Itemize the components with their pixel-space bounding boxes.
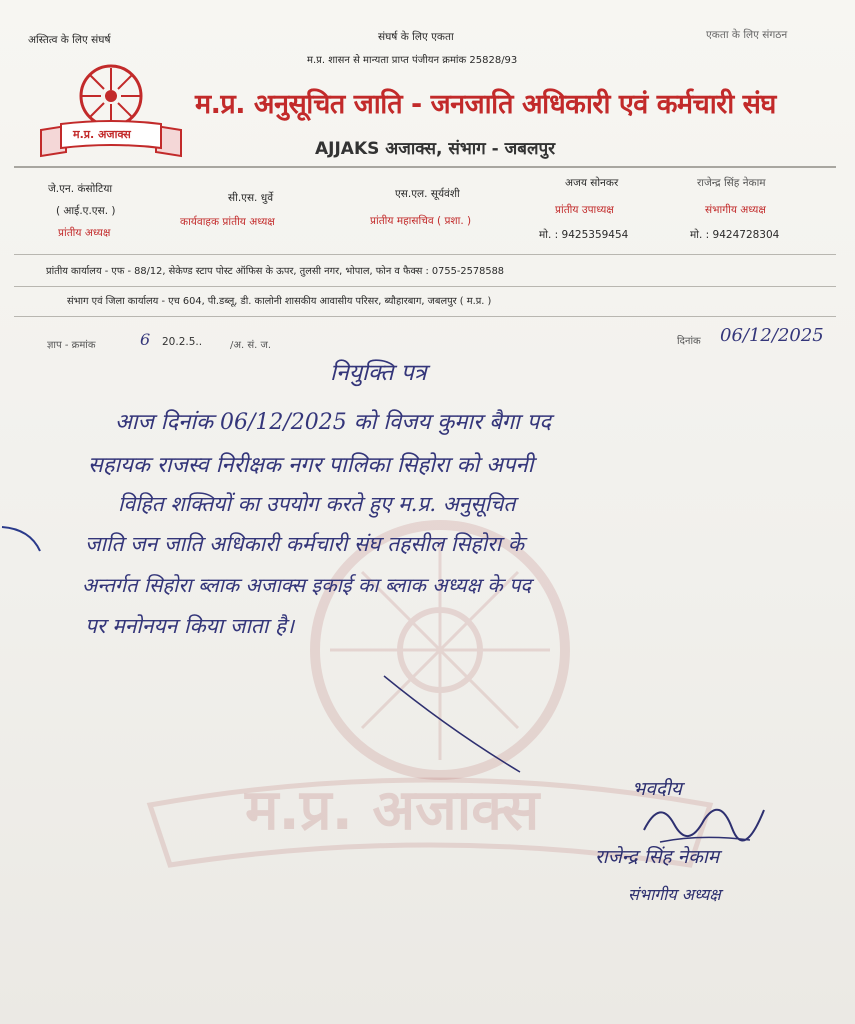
pen-mark-diagonal	[380, 670, 530, 780]
reference-number: 6	[140, 330, 151, 349]
logo-ribbon-text: म.प्र. अजाक्स	[73, 128, 131, 141]
officer-3-title: प्रांतीय महासचिव ( प्रशा. )	[370, 215, 472, 227]
officer-5-name: राजेन्द्र सिंह नेकाम	[697, 177, 766, 189]
letter-line-3: विहित शक्तियों का उपयोग करते हुए म.प्र. अनुसूचित	[118, 492, 516, 516]
state-office-address: प्रांतीय कार्यालय - एफ - 88/12, सेकेण्ड स्टाप पोस्ट ऑफिस के ऊपर, तुलसी नगर, भोपाल, फोन व फैक्स : 0755-2578588	[46, 266, 505, 277]
watermark-text: म.प्र. अजाक्स	[245, 778, 540, 843]
organization-name: म.प्र. अनुसूचित जाति - जनजाति अधिकारी एवं कर्मचारी संघ	[195, 89, 776, 120]
reference-suffix: /अ. सं. ज.	[230, 340, 272, 351]
closing-word: भवदीय	[632, 778, 682, 800]
date-label: दिनांक	[677, 336, 701, 347]
officer-4-phone: मो. : 9425359454	[539, 229, 629, 241]
signatory-name: राजेन्द्र सिंह नेकाम	[595, 846, 720, 868]
letter-line-5: अन्तर्गत सिहोरा ब्लाक अजाक्स इकाई का ब्लाक अध्यक्ष के पद	[82, 573, 532, 597]
organization-subtitle: AJJAKS अजाक्स, संभाग - जबलपुर	[315, 139, 556, 159]
officer-2-title: कार्यवाहक प्रांतीय अध्यक्ष	[180, 216, 275, 228]
letter-line-6: पर मनोनयन किया जाता है।	[85, 614, 295, 638]
date-value: 06/12/2025	[720, 325, 824, 346]
motto-left: अस्तित्व के लिए संघर्ष	[28, 34, 111, 46]
officer-1-title: प्रांतीय अध्यक्ष	[58, 227, 111, 239]
divider-officers	[14, 254, 836, 255]
officer-5-title: संभागीय अध्यक्ष	[705, 204, 766, 216]
signature-scribble	[640, 790, 780, 850]
motto-right: एकता के लिए संगठन	[706, 29, 788, 41]
officer-4-title: प्रांतीय उपाध्यक्ष	[555, 204, 614, 216]
signatory-designation: संभागीय अध्यक्ष	[628, 885, 721, 904]
letter-line-1: आज दिनांक 06/12/2025 को विजय कुमार बैगा पद	[115, 410, 551, 435]
officer-1-name: जे.एन. कंसोटिया	[48, 183, 113, 195]
division-office-address: संभाग एवं जिला कार्यालय - एच 604, पी.डब्लू, डी. कालोनी शासकीय आवासीय परिसर, ब्यौहारबाग, जबलपुर ( म.प्र. )	[67, 296, 492, 307]
officer-5-phone: मो. : 9424728304	[690, 229, 780, 241]
reference-year: 20.2.5..	[162, 336, 203, 348]
reference-label: ज्ञाप - क्रमांक	[47, 340, 96, 351]
letter-line-4: जाति जन जाति अधिकारी कर्मचारी संघ तहसील सिहोरा के	[85, 532, 524, 556]
officer-1-extra: ( आई.ए.एस. )	[56, 205, 116, 217]
letter-line-2: सहायक राजस्व निरीक्षक नगर पालिका सिहोरा को अपनी	[88, 453, 534, 478]
letter-heading: नियुक्ति पत्र	[330, 360, 427, 386]
divider-state-office	[14, 286, 836, 287]
registration-text: म.प्र. शासन से मान्यता प्राप्त पंजीयन क्रमांक 25828/93	[307, 55, 518, 66]
pen-mark-left	[0, 515, 50, 565]
officer-2-name: सी.एस. धुर्वे	[228, 192, 274, 204]
motto-center: संघर्ष के लिए एकता	[378, 31, 454, 43]
divider-header	[14, 166, 836, 168]
divider-division-office	[14, 316, 836, 317]
officer-3-name: एस.एल. सूर्यवंशी	[395, 188, 460, 200]
sun-emblem-logo	[36, 60, 186, 162]
officer-4-name: अजय सोनकर	[565, 177, 619, 189]
